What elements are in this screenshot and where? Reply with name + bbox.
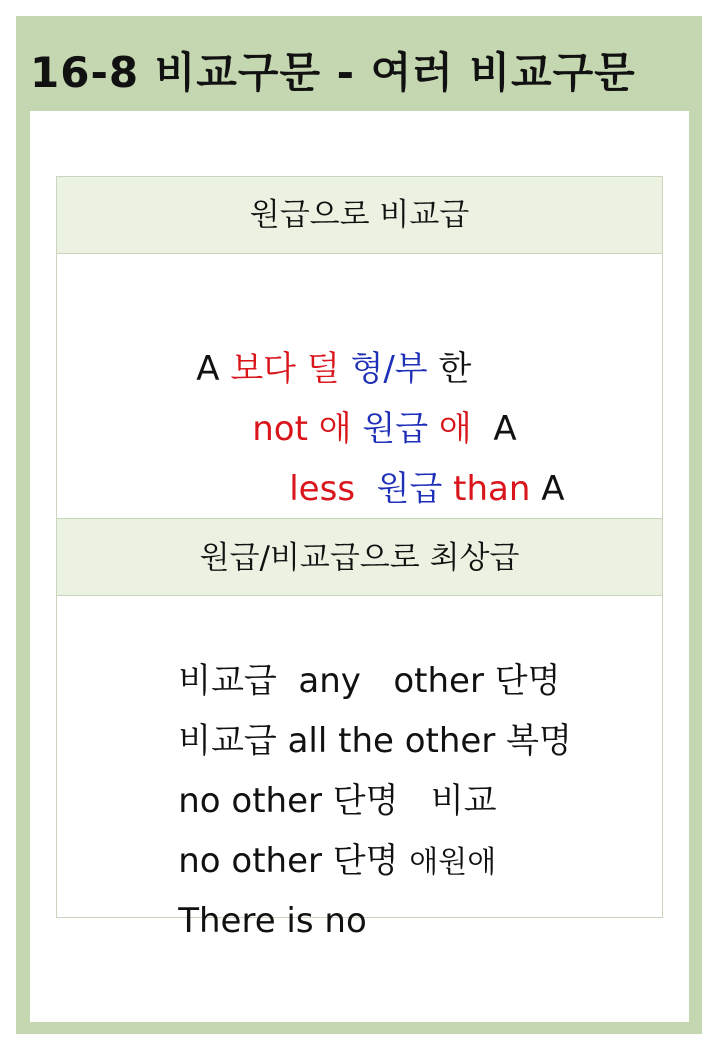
row4-a: no other 단명	[178, 841, 399, 881]
row1-c: other 단명	[393, 661, 561, 701]
row5-a: There is no	[178, 901, 367, 941]
section1-line3	[246, 423, 565, 509]
section2-row3	[135, 735, 497, 821]
grammar-table	[56, 176, 663, 941]
row3-b: 비교	[430, 781, 497, 821]
line1-a: A	[196, 349, 220, 389]
section1-header: 원급으로 비교급	[57, 177, 662, 254]
row1-a: 비교급	[178, 661, 277, 701]
line3-d: A	[541, 469, 565, 509]
line3-a: less	[289, 469, 356, 509]
section2-row2	[135, 675, 572, 761]
line2-d: A	[493, 409, 517, 449]
section2-row4	[135, 795, 497, 881]
line3-b: 원급	[376, 469, 443, 509]
line3-c: than	[453, 469, 531, 509]
row2-a: 비교급 all the other 복명	[178, 721, 572, 761]
line1-d: 형/부	[350, 349, 428, 389]
line2-b: 원급	[362, 409, 429, 449]
line1-e: 한	[438, 349, 472, 389]
section1-line2	[209, 363, 517, 449]
section1-line1	[153, 303, 472, 389]
row3-a: no other 단명	[178, 781, 399, 821]
line2-c: 애	[438, 409, 472, 449]
line2-a: not 애	[252, 409, 352, 449]
section2-row5	[135, 855, 367, 941]
line1-b: 보다	[230, 349, 297, 389]
section2-row1	[135, 615, 561, 701]
row1-b: any	[298, 661, 361, 701]
row4-b: 애원애	[409, 845, 497, 880]
section2-header: 원급/비교급으로 최상급	[57, 518, 662, 596]
slide-title: 16-8 비교구문 - 여러 비교구문	[30, 48, 636, 97]
line1-c: 덜	[306, 349, 340, 389]
